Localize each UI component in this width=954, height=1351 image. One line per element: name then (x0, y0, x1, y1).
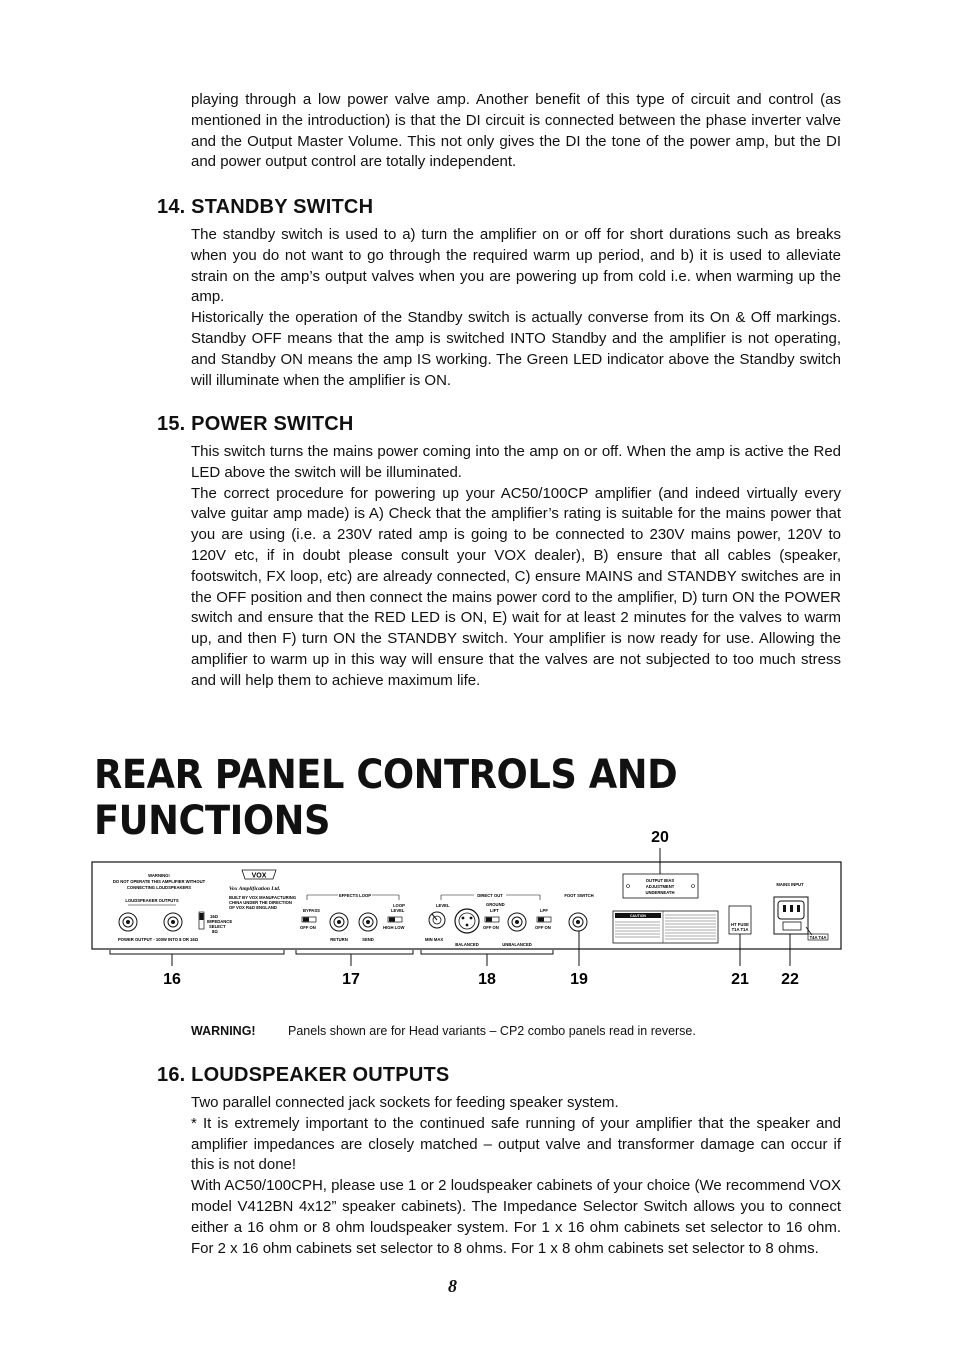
mains-input-label: MAINS INPUT (776, 882, 804, 887)
di-level-label: LEVEL (436, 903, 450, 908)
vox-logo-text: VOX (251, 872, 267, 880)
built-line3: OF VOX R&D ENGLAND (229, 905, 277, 910)
loop-high-low: HIGH LOW (383, 925, 405, 930)
bypass-label: BYPASS (303, 908, 320, 913)
power-paragraph-1: This switch turns the mains power coming into the amp on or off. When the amp is active the Red LED above the switch will be illuminated. (191, 443, 841, 481)
standby-paragraph-1: The standby switch is used to a) turn the amplifier on or off for short durations such as breaks when you do not want to go through the required warm up period, and b) it is used to alleviate strain on the amp’s output valves when you are powering up from cold i.e. when warming up the amp. (191, 226, 841, 306)
rear-panel-title: REAR PANEL CONTROLS AND FUNCTIONS (94, 752, 678, 844)
page-number: 8 (448, 1276, 457, 1296)
di-level-knob (429, 912, 445, 928)
ht-fuse-label: HT FUSE (731, 922, 749, 927)
lpf-off-on: OFF ON (535, 925, 551, 930)
loudspeaker-body (191, 1093, 841, 1259)
foot-switch-label: FOOT SWITCH (564, 893, 594, 898)
impedance-16: 16Ω (210, 914, 219, 919)
power-paragraph-2: The correct procedure for powering up your AC50/100CP amplifier (and indeed virtually every valve guitar amp made) is A) Check that the amplifier’s rating is suitable for the mains power that you are using (i.e. a 230V rated amp is going to be connected to 230V mains power, 120V to 120V etc, if in doubt please consult your VOX dealer), B) ensure that all cables (speaker, footswitch, FX loop, etc) are already connected, C) ensure MAINS and STANDBY switches are in the OFF position and then connect the mains power cord to the amplifier, D) turn ON the POWER switch and ensure that the RED LED is ON, E) wait for at least 2 minutes for the valves to warm up, and then F) turn ON the STANDBY switch. Your amplifier is now ready for use. Allowing the amplifier to warm up in this way will ensure that the valves are not subjected to too much stress and will help them to achieve maximum life. (191, 484, 841, 689)
power-heading: 15. POWER SWITCH (157, 413, 354, 435)
callout-21: 21 (731, 971, 749, 988)
unbalanced-label: UNBALANCED (502, 942, 532, 947)
bracket-17 (296, 950, 413, 954)
callout-16: 16 (163, 971, 181, 988)
loudspeaker-paragraph-2: * It is extremely important to the continued safe running of your amplifier that the speaker and amplifier impedances are closely matched – output valve and transformer damage can occur if this is not done! (191, 1114, 841, 1174)
impedance-select: SELECT (209, 924, 226, 929)
callout-17: 17 (342, 971, 360, 988)
lpf-label: LPF (540, 908, 548, 913)
caution-label (613, 911, 718, 943)
direct-out-label: DIRECT OUT (477, 893, 503, 898)
send-label: SEND (362, 937, 374, 942)
effects-loop-label: EFFECTS LOOP (338, 893, 372, 898)
warning-note-text: Panels shown are for Head variants – CP2 combo panels read in reverse. (288, 1024, 696, 1038)
loop-level-label: LOOP (393, 903, 405, 908)
company-name: Vox Amplification Ltd. (229, 886, 281, 892)
callout-22: 22 (781, 971, 799, 988)
return-label: RETURN (330, 937, 348, 942)
foot-switch-jack (569, 913, 587, 931)
loudspeaker-paragraph-3: With AC50/100CPH, please use 1 or 2 loudspeaker cabinets of your choice (We recommend VOX model V412BN 4x12” speaker cabinets). The Impedance Selector Switch allows you to connect either a 16 ohm or 8 ohm loudspeaker system. For 1 x 16 ohm cabinets set selector to 16 ohm. For 2 x 16 ohm cabinets set selector to 8 ohms. For 1 x 8 ohm cabinets set selector to 8 ohms. (191, 1177, 841, 1257)
caution-text: CAUTION (630, 914, 646, 918)
impedance-8: 8Ω (212, 929, 218, 934)
vox-logo (242, 870, 276, 880)
callout-20: 20 (651, 829, 669, 846)
return-jack (330, 913, 348, 931)
ground-lift-label: GROUND (486, 902, 505, 907)
standby-paragraph-2: Historically the operation of the Standby switch is actually converse from its On & Off markings. Standby OFF means that the amp is switched INTO Standby and the amplifier is not operating, and Standby ON means the amp IS working. The Green LED indicator above the Standby switch will illuminate when the amplifier is ON. (191, 309, 841, 389)
loudspeaker-paragraph-1: Two parallel connected jack sockets for feeding speaker system. (191, 1094, 619, 1111)
panel-warning-title: WARNING! (148, 873, 170, 878)
bypass-off-on: OFF ON (300, 925, 316, 930)
built-line1: BUILT BY VOX MANUFACTURING (229, 895, 297, 900)
impedance-label: IMPEDANCE (207, 919, 233, 924)
standby-heading: 14. STANDBY SWITCH (157, 196, 374, 218)
built-line2: CHINA UNDER THE DIRECTION (229, 900, 292, 905)
intro-text: playing through a low power valve amp. Another benefit of this type of circuit and control (as mentioned in the introduction) is that the DI circuit is connected between the phase inverter valve and the Output Master Volume. This not only gives the DI the tone of the power amp, but the DI and power output control are totally independent. (191, 91, 841, 171)
panel-warning-line2: CONNECTING LOUDSPEAKERS (126, 885, 192, 890)
output-bias-line1: OUTPUT BIAS (645, 878, 675, 883)
ground-off-on: OFF ON (483, 925, 499, 930)
send-jack (359, 913, 377, 931)
mains-fuse-rating: T4A T4A (809, 935, 827, 940)
loudspeaker-outputs-label: LOUDSPEAKER OUTPUTS (125, 898, 179, 903)
callout-19: 19 (570, 971, 588, 988)
callout-18: 18 (478, 971, 496, 988)
unbalanced-jack (508, 913, 526, 931)
output-bias-line2: ADJUSTMENT (645, 884, 675, 889)
ht-fuse-rating: T1A T1A (731, 927, 749, 932)
panel-warning-note (191, 1024, 696, 1038)
panel-warning-line1: DO NOT OPERATE THIS AMPLIFIER WITHOUT (112, 879, 206, 884)
mains-iec-socket (774, 897, 808, 934)
power-output-label: POWER OUTPUT - 100W INTO 8 OR 16Ω (118, 937, 199, 942)
xlr-balanced-output (455, 909, 479, 933)
speaker-jack-1 (119, 913, 137, 931)
min-max-label: MIN MAX (425, 937, 444, 942)
loudspeaker-heading: 16. LOUDSPEAKER OUTPUTS (157, 1064, 450, 1086)
speaker-jack-2 (164, 913, 182, 931)
balanced-label: BALANCED (455, 942, 479, 947)
output-bias-line3: UNDERNEATH (645, 890, 675, 895)
bracket-16 (110, 950, 284, 954)
warning-note-label: WARNING! (191, 1024, 256, 1038)
panel-outline (92, 862, 841, 949)
ground-lift-label-2: LIFT (490, 908, 499, 913)
loop-level-label-2: LEVEL (391, 908, 405, 913)
bracket-18 (421, 950, 553, 954)
